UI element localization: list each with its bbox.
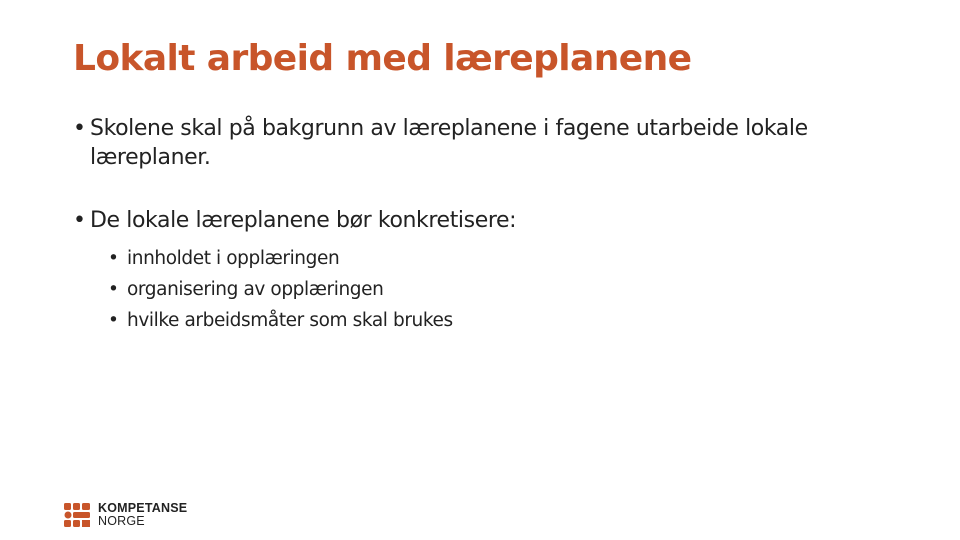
bullet-icon: • [108,248,119,269]
bullet-icon: • [73,208,86,233]
logo-line-1: KOMPETANSE [98,501,188,515]
bullet-item [73,114,893,172]
sub-bullet-text: innholdet i opplæringen [127,248,340,269]
logo-text [98,502,187,528]
slide-content [73,114,893,336]
sub-bullet-item [108,305,893,336]
sub-bullet-text: hvilke arbeidsmåter som skal brukes [127,310,453,331]
kompetanse-norge-logo [64,502,187,528]
bullet-icon: • [108,310,119,331]
sub-bullet-list [108,243,893,336]
sub-bullet-item [108,243,893,274]
bullet-icon: • [73,116,86,141]
sub-bullet-text: organisering av opplæringen [127,279,384,300]
kompetanse-norge-logo-icon [64,503,90,527]
bullet-text: Skolene skal på bakgrunn av læreplanene i fagene utarbeide lokale læreplaner. [90,116,808,170]
slide-title: Lokalt arbeid med læreplanene [73,38,692,79]
bullet-item [73,206,893,235]
bullet-text: De lokale læreplanene bør konkretisere: [90,208,517,233]
logo-line-2: NORGE [98,514,145,528]
bullet-icon: • [108,279,119,300]
sub-bullet-item [108,274,893,305]
